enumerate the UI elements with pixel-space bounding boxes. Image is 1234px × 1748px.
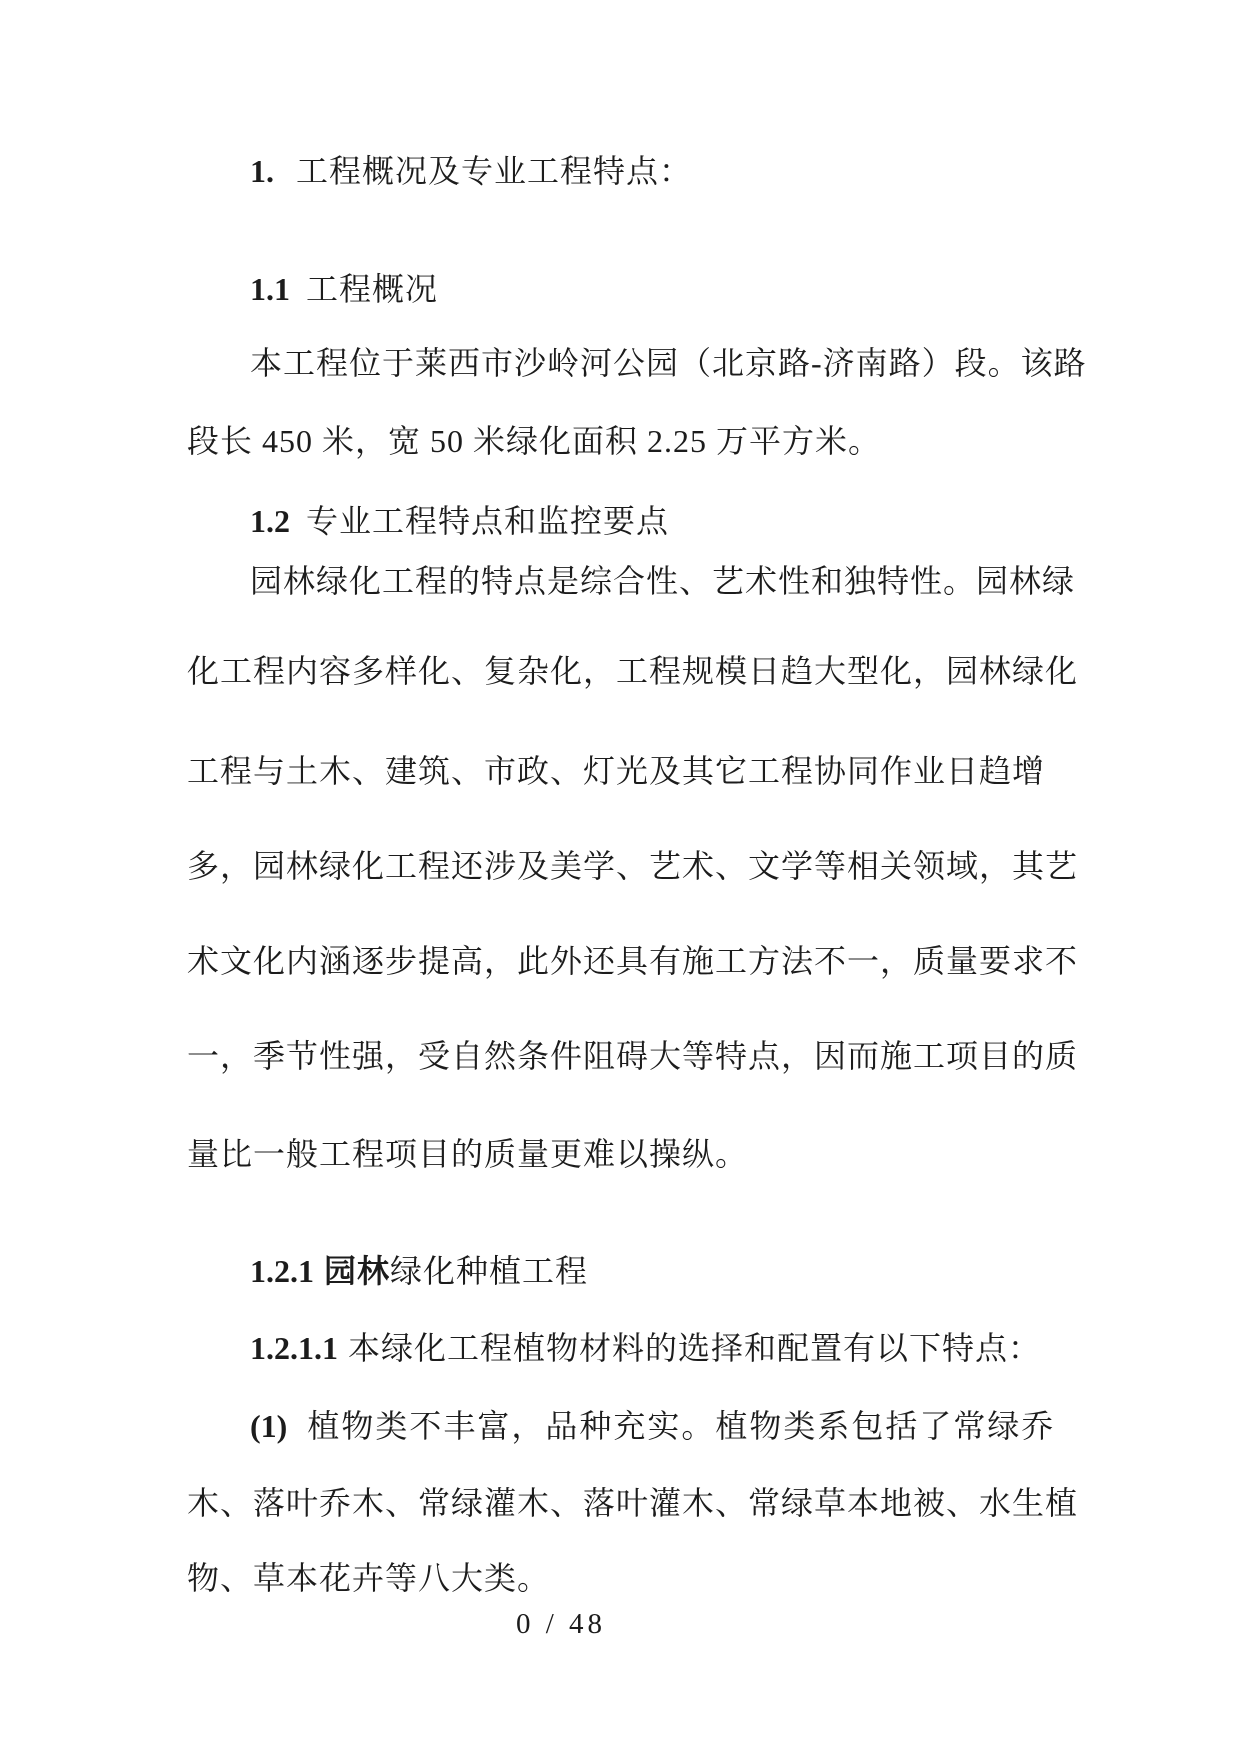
paragraph-line: [187, 650, 1078, 692]
heading-text: 本绿化工程植物材料的选择和配置有以下特点：: [348, 1330, 1042, 1366]
page-number-indicator: 0 / 48: [515, 1608, 607, 1640]
heading-text: 工程概况及专业工程特点：: [296, 153, 693, 189]
paragraph-line: [187, 1557, 550, 1599]
paragraph-line: [250, 560, 1075, 602]
paragraph-line: [187, 845, 1078, 887]
section-number: 1.1: [250, 271, 290, 307]
section-number: 1.2: [250, 503, 290, 539]
heading-text: 专业工程特点和监控要点: [306, 503, 670, 539]
list-item-number: (1): [250, 1408, 288, 1444]
line-text: 园林绿化工程的特点是综合性、艺术性和独特性。园林绿: [250, 563, 1076, 599]
paragraph-line: [187, 420, 881, 462]
heading-1-1: [250, 268, 438, 310]
line-text: 植物类不丰富，品种充实。植物类系包括了常绿乔: [307, 1408, 1056, 1444]
heading-1: [250, 150, 692, 192]
heading-1-2-1: [250, 1250, 588, 1292]
heading-text: 工程概况: [306, 271, 439, 307]
line-text: 化工程内容多样化、复杂化，工程规模日趋大型化，园林绿化: [187, 653, 1079, 689]
section-number: 1.: [250, 153, 274, 189]
line-text: 多，园林绿化工程还涉及美学、艺术、文学等相关领域，其艺: [187, 848, 1079, 884]
heading-1-2: [250, 500, 669, 542]
line-text: 术文化内涵逐步提高，此外还具有施工方法不一，质量要求不: [187, 943, 1079, 979]
section-number: 1.2.1.1: [250, 1330, 338, 1366]
line-text: 物、草本花卉等八大类。: [187, 1560, 551, 1596]
paragraph-line: [187, 1035, 1078, 1077]
bold-term: 园林: [324, 1253, 391, 1289]
line-text: 一，季节性强，受自然条件阻碍大等特点，因而施工项目的质: [187, 1038, 1079, 1074]
list-item-line: [250, 1405, 1055, 1447]
line-text: 量比一般工程项目的质量更难以操纵。: [187, 1136, 749, 1172]
paragraph-line: [250, 342, 1087, 384]
line-text: 本工程位于莱西市沙岭河公园（北京路-济南路）段。该路: [250, 345, 1087, 381]
heading-1-2-1-1: [250, 1327, 1041, 1369]
paragraph-line: [187, 750, 1045, 792]
line-text: 工程与土木、建筑、市政、灯光及其它工程协同作业日趋增: [187, 753, 1046, 789]
line-text: 段长 450 米，宽 50 米绿化面积 2.25 万平方米。: [187, 423, 882, 459]
line-text: 木、落叶乔木、常绿灌木、落叶灌木、常绿草本地被、水生植: [187, 1485, 1079, 1521]
paragraph-line: [187, 940, 1078, 982]
paragraph-line: [187, 1482, 1078, 1524]
heading-text: 绿化种植工程: [390, 1253, 589, 1289]
section-number: 1.2.1: [250, 1253, 314, 1289]
paragraph-line: [187, 1133, 748, 1175]
